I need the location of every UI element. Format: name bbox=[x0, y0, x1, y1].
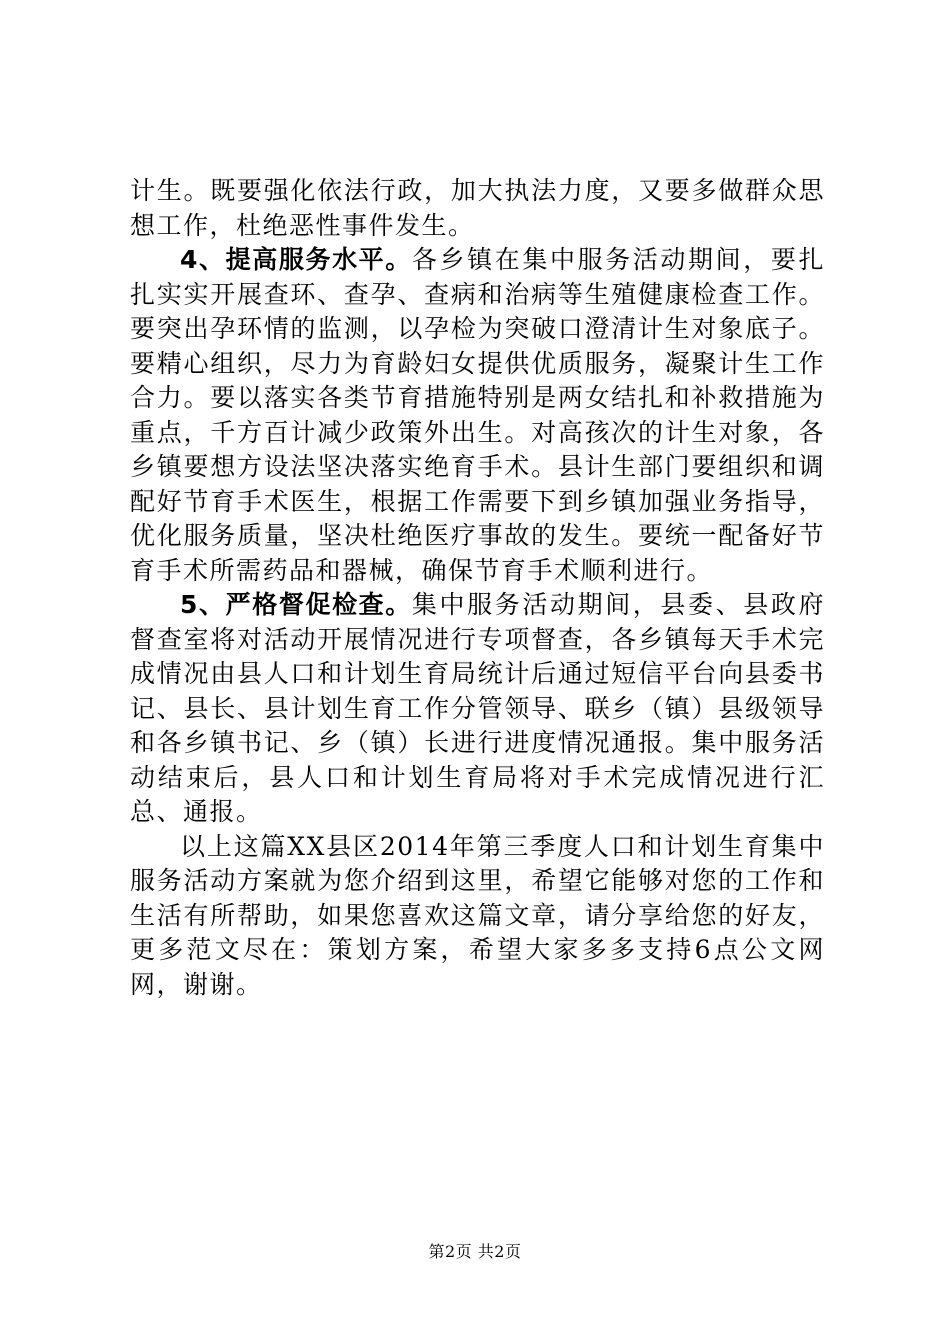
paragraph-text: 计生。既要强化依法行政，加大执法力度，又要多做群众思想工作，杜绝恶性事件发生。 bbox=[130, 176, 825, 240]
paragraph-text: 集中服务活动期间，县委、县政府督查室将对活动开展情况进行专项督查，各乡镇每天手术完成情况由县人口和计划生育局统计后通过短信平台向县委书记、县长、县计划生育工作分管领导、联乡（镇）县级领导和各乡镇书记、乡（镇）长进行进度情况通报。集中服务活动结束后，县人口和计划生育局将对手术完成情况进行汇总、通报。 bbox=[130, 590, 825, 826]
paragraph-closing bbox=[130, 830, 825, 1003]
paragraph-continuation bbox=[130, 174, 825, 243]
paragraph-heading: 4、提高服务水平。 bbox=[180, 245, 412, 274]
paragraph-text: 以上这篇XX县区2014年第三季度人口和计划生育集中服务活动方案就为您介绍到这里，希望它能够对您的工作和生活有所帮助，如果您喜欢这篇文章，请分享给您的好友，更多范文尽在：策划方案，希望大家多多支持6点公文网网，谢谢。 bbox=[130, 831, 825, 999]
document-body bbox=[130, 174, 825, 1002]
paragraph-text: 各乡镇在集中服务活动期间，要扎扎实实开展查环、查孕、查病和治病等生殖健康检查工作。要突出孕环情的监测，以孕检为突破口澄清计生对象底子。要精心组织，尽力为育龄妇女提供优质服务，凝聚计生工作合力。要以落实各类节育措施特别是两女结扎和补救措施为重点，千方百计减少政策外出生。对高孩次的计生对象，各乡镇要想方设法坚决落实绝育手术。县计生部门要组织和调配好节育手术医生，根据工作需要下到乡镇加强业务指导，优化服务质量，坚决杜绝医疗事故的发生。要统一配备好节育手术所需药品和器械，确保节育手术顺利进行。 bbox=[130, 245, 825, 585]
paragraph-heading: 5、严格督促检查。 bbox=[180, 590, 412, 619]
paragraph-service-level bbox=[130, 243, 825, 588]
paragraph-supervision bbox=[130, 588, 825, 830]
page-number-footer: 第2页 共2页 bbox=[428, 1242, 522, 1261]
